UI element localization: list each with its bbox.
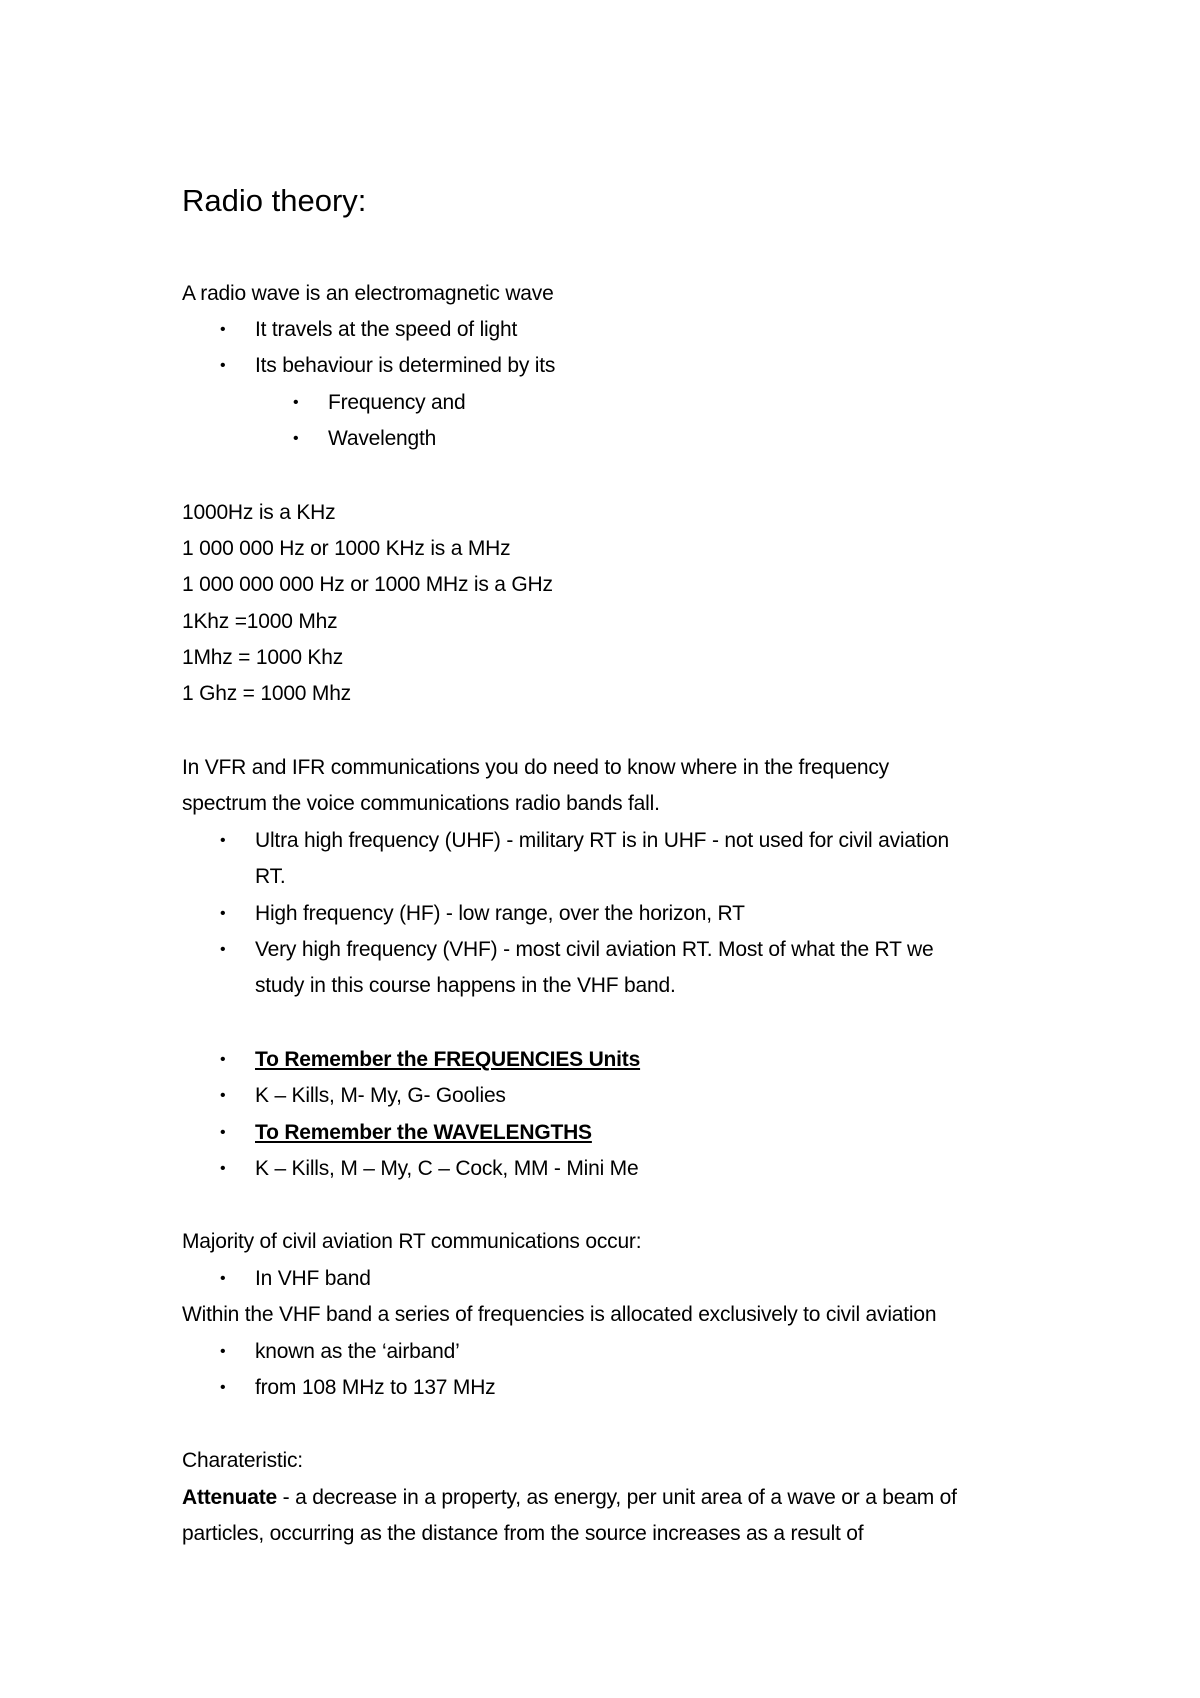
hf-bullet: High frequency (HF) - low range, over the horizon, RT — [255, 902, 745, 925]
vhf-bullet-line-2: study in this course happens in the VHF band. — [255, 974, 676, 997]
wavelengths-mnemonic-heading: To Remember the WAVELENGTHS — [255, 1121, 592, 1144]
unit-line-5: 1Mhz = 1000 Khz — [182, 646, 344, 669]
airband-bullet-1: In VHF band — [255, 1267, 371, 1290]
frequencies-mnemonic-heading: To Remember the FREQUENCIES Units — [255, 1048, 641, 1071]
intro-heading: A radio wave is an electromagnetic wave — [182, 282, 554, 305]
bullet-icon: • — [220, 832, 226, 849]
bullet-icon: • — [220, 1160, 226, 1177]
airband-bullet-2: known as the ‘airband’ — [255, 1340, 460, 1363]
uhf-bullet-line-2: RT. — [255, 865, 286, 888]
attenuate-definition-line-1 — [182, 1484, 957, 1512]
intro-bullet-1: It travels at the speed of light — [255, 318, 518, 341]
attenuate-definition-text: - a decrease in a property, as energy, per unit area of a wave or a beam of — [277, 1486, 957, 1509]
intro-sub-bullet-2: Wavelength — [328, 427, 437, 450]
bands-paragraph-line-2: spectrum the voice communications radio bands fall. — [182, 792, 660, 815]
attenuate-term: Attenuate — [182, 1486, 278, 1509]
intro-sub-bullet-1: Frequency and — [328, 391, 466, 414]
unit-line-4: 1Khz =1000 Mhz — [182, 610, 338, 633]
bullet-icon: • — [293, 430, 299, 447]
bullet-icon: • — [220, 1343, 226, 1360]
bands-paragraph-line-1: In VFR and IFR communications you do need to know where in the frequency — [182, 756, 889, 779]
characteristic-heading: Charateristic: — [182, 1449, 303, 1472]
page-title: Radio theory: — [182, 183, 367, 218]
vhf-bullet-line-1: Very high frequency (VHF) - most civil aviation RT. Most of what the RT we — [255, 938, 934, 961]
bullet-icon: • — [220, 357, 226, 374]
bullet-icon: • — [220, 1379, 226, 1396]
airband-line-2: Within the VHF band a series of frequencies is allocated exclusively to civil aviation — [182, 1303, 937, 1326]
bullet-icon: • — [220, 321, 226, 338]
airband-line-1: Majority of civil aviation RT communications occur: — [182, 1230, 642, 1253]
wavelengths-mnemonic-text: K – Kills, M – My, C – Cock, MM - Mini Me — [255, 1157, 639, 1180]
uhf-bullet-line-1: Ultra high frequency (UHF) - military RT is in UHF - not used for civil aviation — [255, 829, 949, 852]
bullet-icon: • — [220, 941, 226, 958]
bullet-icon: • — [293, 394, 299, 411]
unit-line-6: 1 Ghz = 1000 Mhz — [182, 682, 351, 705]
bullet-icon: • — [220, 905, 226, 922]
unit-line-1: 1000Hz is a KHz — [182, 501, 336, 524]
bullet-icon: • — [220, 1270, 226, 1287]
bullet-icon: • — [220, 1051, 226, 1068]
bullet-icon: • — [220, 1087, 226, 1104]
attenuate-definition-line-2: particles, occurring as the distance from the source increases as a result of — [182, 1522, 864, 1545]
airband-bullet-3: from 108 MHz to 137 MHz — [255, 1376, 496, 1399]
frequencies-mnemonic-text: K – Kills, M- My, G- Goolies — [255, 1084, 506, 1107]
intro-bullet-2: Its behaviour is determined by its — [255, 354, 556, 377]
bullet-icon: • — [220, 1124, 226, 1141]
unit-line-3: 1 000 000 000 Hz or 1000 MHz is a GHz — [182, 573, 553, 596]
unit-line-2: 1 000 000 Hz or 1000 KHz is a MHz — [182, 537, 511, 560]
